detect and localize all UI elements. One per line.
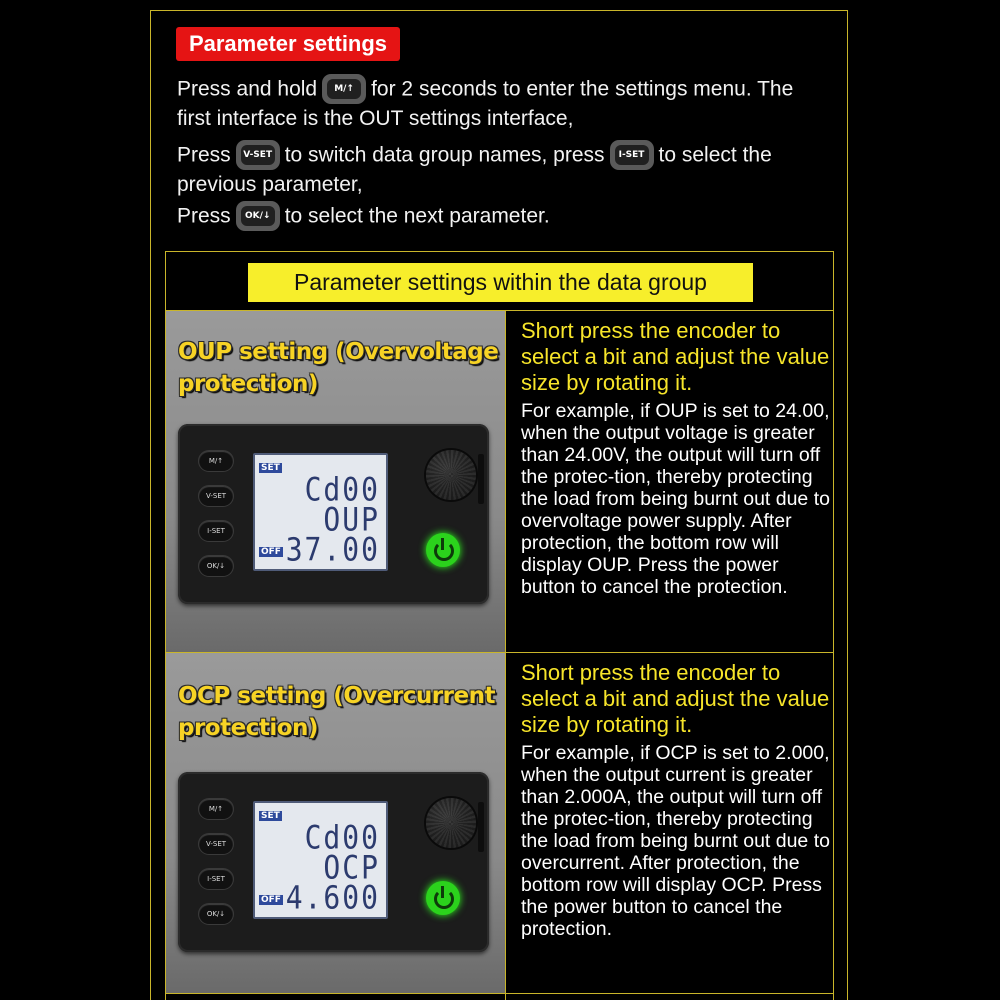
oup-description: [521, 318, 836, 598]
m-up-button: M/↑: [199, 799, 233, 819]
power-button-icon: [426, 881, 460, 915]
off-indicator: OFF: [261, 547, 281, 557]
page-title: Parameter settings: [176, 27, 400, 61]
device-panel: [178, 772, 489, 952]
lcd-row-value: 37.00: [285, 530, 380, 569]
section-title: Parameter settings within the data group: [248, 263, 753, 302]
oup-setting-title: OUP setting (Overvoltage protection): [178, 339, 499, 397]
i-set-button: I-SET: [199, 521, 233, 541]
intro-line-5: Press OK/↓ to select the next parameter.: [177, 201, 837, 231]
i-set-key-icon: I-SET: [610, 140, 654, 170]
set-indicator: SET: [261, 463, 280, 473]
i-set-button: I-SET: [199, 869, 233, 889]
lcd-row-group: Cd00: [304, 818, 380, 857]
intro-line-4: previous parameter,: [177, 173, 363, 196]
set-indicator: SET: [261, 811, 280, 821]
lcd-row-parameter: OCP: [323, 848, 380, 887]
ocp-detail-text: For example, if OCP is set to 2.000, when the output current is greater than 2.000A, the output will turn off the protec-tion, thereby protecting the load from being burnt out due to overcurrent. After protection, the bottom row will display OCP. Press the power button to cancel the protection.: [521, 742, 830, 940]
m-up-key-icon: M/↑: [322, 74, 366, 104]
oup-detail-text: For example, if OUP is set to 24.00, when the output voltage is greater than 24.00V, the output will turn off the protec-tion, thereby protecting the load from being burnt out due to overvoltage power supply. After protection, the bottom row will display OUP. Press the power button to cancel the protection.: [521, 400, 830, 598]
lcd-screen: [253, 801, 388, 919]
power-button-icon: [426, 533, 460, 567]
ok-down-button: OK/↓: [199, 556, 233, 576]
intro-line-2: first interface is the OUT settings interface,: [177, 107, 574, 130]
off-indicator: OFF: [261, 895, 281, 905]
ocp-description: [521, 660, 836, 940]
oup-highlight-text: Short press the encoder to select a bit and adjust the value size by rotating it.: [521, 318, 830, 395]
ocp-highlight-text: Short press the encoder to select a bit and adjust the value size by rotating it.: [521, 660, 830, 737]
v-set-button: V-SET: [199, 834, 233, 854]
lcd-row-value: 4.600: [285, 878, 380, 917]
ok-down-button: OK/↓: [199, 904, 233, 924]
usb-slot: [478, 802, 484, 852]
ocp-setting-title: OCP setting (Overcurrent protection): [178, 683, 495, 741]
device-panel: [178, 424, 489, 604]
v-set-button: V-SET: [199, 486, 233, 506]
lcd-screen: [253, 453, 388, 571]
encoder-knob-icon: [426, 798, 476, 848]
intro-line-1: Press and hold M/↑ for 2 seconds to enter the settings menu. The: [177, 74, 837, 104]
usb-slot: [478, 454, 484, 504]
lcd-row-parameter: OUP: [323, 500, 380, 539]
intro-line-3: Press V-SET to switch data group names, press I-SET to select the: [177, 140, 837, 170]
ok-down-key-icon: OK/↓: [236, 201, 280, 231]
divider: [165, 993, 834, 994]
v-set-key-icon: V-SET: [236, 140, 280, 170]
m-up-button: M/↑: [199, 451, 233, 471]
column-divider: [505, 310, 506, 1000]
lcd-row-group: Cd00: [304, 470, 380, 509]
encoder-knob-icon: [426, 450, 476, 500]
